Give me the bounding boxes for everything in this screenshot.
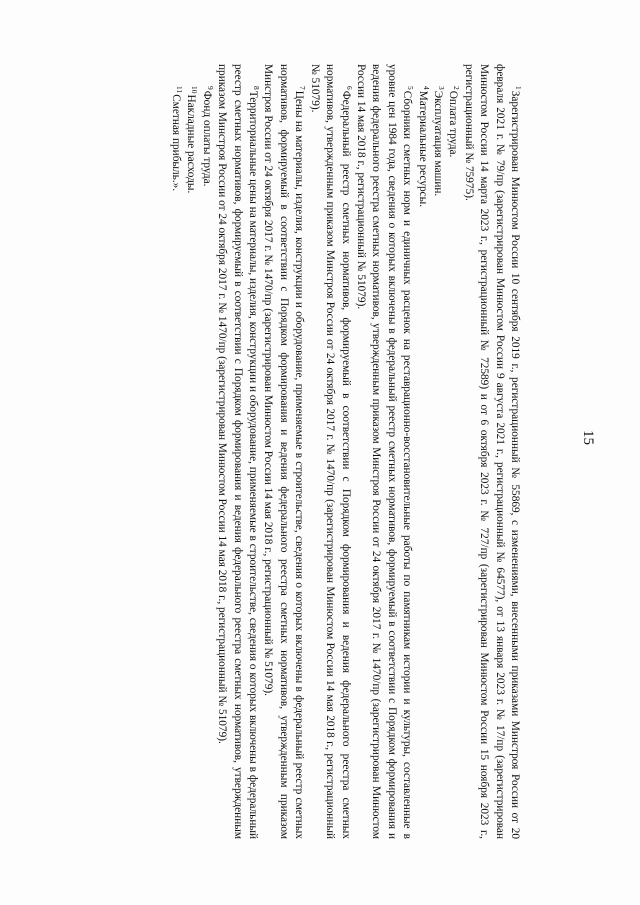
footnote-marker: 4 [421,86,431,90]
footnote-marker: 7 [298,86,308,90]
footnote-7 [260,64,306,839]
footnote-text: Зарегистрирован Минюстом России 10 сентября 2019 г., регистрационный № 55869, с изменениями, внесенными приказами Минстроя России от 20 февраля 2021 г. № 79/пр (зарегистрирован Минюстом России 9 августа 2021 г., регистрационный № 64577), от 13 января 2023 г. № 17/пр (зарегистрирован Минюстом России 14 марта 2023 г., регистрационный № 72589) и от 6 октября 2023 г. № 727/пр (зарегистрирован Минюстом России 15 ноября 2023 г., регистрационный № 75975). [462,64,521,839]
footnote-text: Накладные расходы. [185,94,198,194]
footnote-3 [430,64,445,839]
footnote-text: Материальные ресурсы. [416,90,429,208]
footnote-marker: 10 [190,86,200,94]
footnote-marker: 9 [205,86,215,90]
footnote-text: Сметная прибыль.». [170,94,183,192]
footnote-10 [183,64,198,839]
footnote-text: Территориальные цены на материалы, изделия, конструкции и оборудование, применяемые в строительстве, сведения о которых включены в федеральный реестр сметных нормативов, формируемый в соответствии с Порядком формирования и ведения федерального реестра сметных нормативов, утвержденным приказом Минстроя России от 24 октября 2017 г. № 1470/пр (зарегистрирован Минюстом России 14 мая 2018 г., регистрационный № 51079). [216,64,260,839]
footnote-marker: 5 [406,86,416,90]
footnote-marker: 6 [344,86,354,90]
footnote-8 [214,64,260,839]
footnote-5 [353,64,415,839]
footnote-11 [168,64,183,839]
footnote-4 [414,64,429,839]
footnote-1 [460,64,522,839]
footnote-marker: 8 [252,86,262,90]
page-number: 15 [580,430,596,445]
footnote-text: Фонд оплаты труда. [200,90,213,187]
footnote-marker: 3 [436,86,446,90]
footnote-6 [306,64,352,839]
footnote-9 [198,64,213,839]
footnote-marker: 1 [514,86,523,90]
footnote-text: Сборники сметных норм и единичных расценок на реставрационно-восстановительные работы по памятникам истории и культуры, составленные в уровне цен 1984 года, сведения о которых включены в федеральный реестр сметных нормативов, формируемый в соответствии с Порядком формирования и ведения федерального реестра сметных нормативов, утвержденным приказом Минстроя России от 24 октября 2017 г. № 1470/пр (зарегистрирован Минюстом России 14 мая 2018 г., регистрационный № 51079). [354,64,414,839]
footnote-text: Эксплуатация машин. [431,90,444,197]
footnotes [168,64,522,839]
footnote-marker: 2 [452,86,462,90]
footnote-marker: 11 [175,86,185,94]
footnote-text: Федеральный реестр сметных нормативов, формируемый в соответствии с Порядком формирования и ведения федерального реестра сметных нормативов, утвержденным приказом Минстроя России от 24 октября 2017 г. № 1470/пр (зарегистрирован Минюстом России 14 мая 2018 г., регистрационный № 51079). [308,64,352,839]
footnote-text: Оплата труда. [447,90,460,158]
footnote-2 [445,64,460,839]
footnote-text: Цены на материалы, изделия, конструкции и оборудование, применяемые в строительстве, сведения о которых включены в федеральный реестр сметных нормативов, формируемый в соответствии с Порядком формирования и ведения федерального реестра сметных нормативов, утвержденным приказом Минстроя России от 24 октября 2017 г. № 1470/пр (зарегистрирован Минюстом России 14 мая 2018 г., регистрационный № 51079). [262,64,306,839]
